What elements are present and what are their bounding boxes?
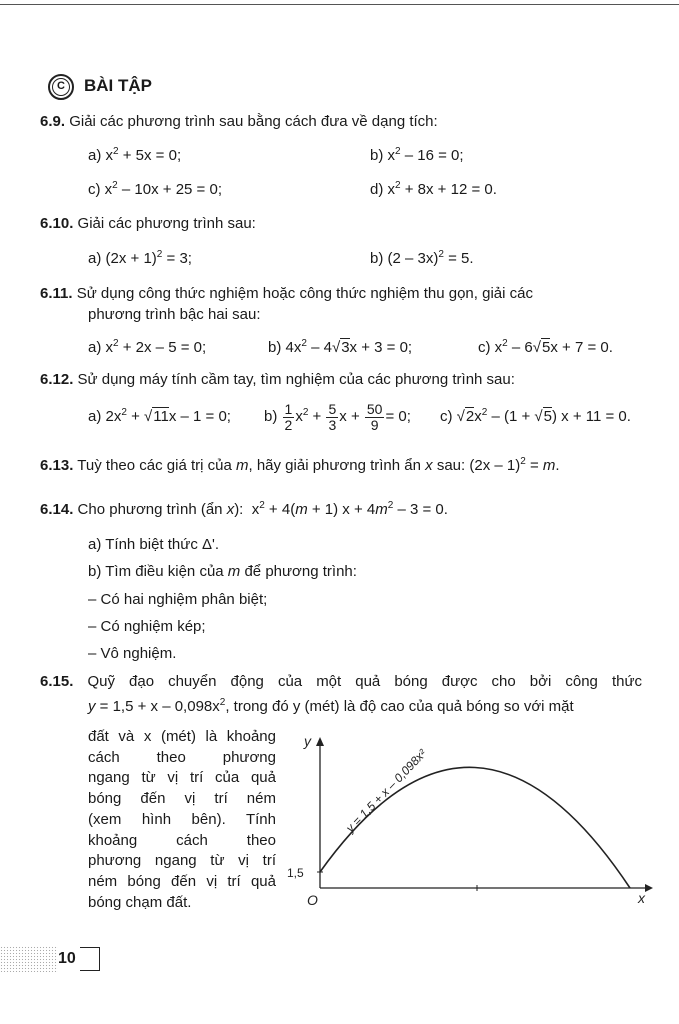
item-label: c) (478, 339, 491, 356)
exercise-6-14-b (88, 563, 357, 580)
para-line: (xem hình bên). Tính (88, 810, 276, 828)
exercise-6-14-dash-2: – Có nghiệm kép; (88, 618, 206, 635)
exercise-6-15-paragraph (88, 727, 276, 913)
var-x: x (226, 501, 235, 518)
exercise-text: Tuỳ theo các giá trị của (77, 457, 232, 474)
item-label: c) (440, 408, 453, 425)
exercise-number: 6.15. (40, 673, 74, 690)
exercise-text: Sử dụng máy tính cầm tay, tìm nghiệm của các phương trình sau: (77, 371, 515, 388)
exercise-text: , hãy giải phương trình ẩn (248, 457, 421, 474)
page-number-box (80, 947, 100, 971)
para-line: đất và x (mét) là khoảng (88, 728, 276, 745)
exercise-6-10-b: b) (2 – 3x)$^2$ = 5. (370, 249, 474, 267)
item-label: b) (370, 250, 384, 267)
item-label: a) (88, 147, 102, 164)
exercise-6-12-a: a) $2x^2 + √11x - 1 = 0$; (88, 407, 231, 425)
item-label: b) (370, 147, 384, 164)
y0-label: 1,5 (287, 866, 304, 880)
exercise-6-15-line2: $y = 1,5 + x - 0,098x^2$, trong đó y (mét) là độ cao của quả bóng so với mặt (88, 697, 574, 715)
exercise-number: 6.14. (40, 501, 74, 518)
y-axis-arrow (316, 737, 324, 746)
exercise-text: Sử dụng công thức nghiệm hoặc công thức nghiệm thu gọn, giải các (76, 285, 533, 302)
trajectory-curve (320, 767, 630, 888)
exercise-6-9-c: c) $x^2 - 10x + 25 = 0$; (88, 180, 222, 198)
page-number: 10 (58, 950, 76, 967)
exercise-6-9 (40, 113, 438, 130)
para-line: khoảng cách theo (88, 831, 276, 849)
exercise-number: 6.10. (40, 215, 74, 232)
exercise-6-14-a: a) Tính biệt thức Δ'. (88, 536, 220, 553)
para-line: bóng chạm đất. (88, 893, 192, 911)
exercise-6-10 (40, 215, 256, 232)
x-axis-label: x (638, 890, 645, 906)
item-label: c) (88, 181, 101, 198)
exercise-6-12 (40, 371, 515, 388)
origin-label: O (307, 892, 318, 908)
exercise-6-11-a: a) $x^2 + 2x - 5 = 0$; (88, 338, 207, 356)
exercise-6-13: 6.13. Tuỳ theo các giá trị của m, hãy giải phương trình ẩn x sau: (2x – 1)$^2$ = m. (40, 456, 560, 474)
var-x: x (425, 457, 433, 474)
exercise-text: ): (234, 501, 244, 518)
c-circle-icon: C (48, 74, 74, 100)
para-line: ném bóng đến vị trí quả (88, 872, 276, 890)
var-m: m (227, 563, 241, 580)
footer-pattern (0, 946, 58, 972)
exercise-text: sau: (436, 457, 466, 474)
exercise-text: Quỹ đạo chuyển động của một quả bóng được cho bởi công thức (87, 673, 642, 690)
exercise-text: để phương trình: (244, 563, 357, 580)
para-line: bóng đến vị trí ném (88, 790, 276, 808)
curve-formula-label: y = 1,5 + x – 0,098x² (343, 746, 430, 836)
exercise-6-9-b: b) $x^2 - 16 = 0$; (370, 146, 464, 164)
item-label: b) (264, 408, 278, 425)
y-axis-label: y (304, 733, 311, 749)
exercise-6-11-c: c) $x^2 - 6√5x + 7 = 0$. (478, 338, 613, 356)
item-label: b) (268, 339, 282, 356)
exercise-6-9-d: d) $x^2 + 8x + 12 = 0$. (370, 180, 497, 198)
section-title: BÀI TẬP (84, 76, 152, 95)
exercise-number: 6.13. (40, 457, 74, 474)
x-axis-arrow (645, 884, 653, 892)
exercise-number: 6.11. (40, 285, 73, 302)
exercise-text: Giải các phương trình sau: (77, 215, 256, 232)
item-label: a) (88, 408, 102, 425)
para-line: cách theo phương (88, 748, 276, 766)
exercise-text: , trong đó y (mét) là độ cao của quả bóng so với mặt (225, 698, 574, 715)
item-label: a) (88, 250, 102, 267)
exercise-6-11-b: b) $4x^2 - 4√3x + 3 = 0$; (268, 338, 413, 356)
item-label: a) (88, 339, 102, 356)
exercise-text: b) Tìm điều kiện của (88, 563, 224, 580)
exercise-6-12-b: b) $\frac{1}{2}$ $x^2$ + $\frac{5}{3}$ x + $\frac{50}{9}$ = 0; (264, 400, 411, 433)
var-m: m (235, 457, 249, 474)
exercise-number: 6.12. (40, 371, 74, 388)
exercise-6-11 (40, 285, 533, 302)
exercise-number: 6.9. (40, 113, 66, 130)
item-label: d) (370, 181, 384, 198)
para-line: phương ngang từ vị trí (88, 852, 276, 870)
exercise-text: Giải các phương trình sau bằng cách đưa về dạng tích: (69, 113, 438, 130)
exercise-text: Cho phương trình (ẩn (77, 501, 223, 518)
top-rule (0, 4, 679, 5)
exercise-6-14-dash-3: – Vô nghiệm. (88, 645, 177, 662)
exercise-6-15 (40, 673, 642, 690)
exercise-6-14-dash-1: – Có hai nghiệm phân biệt; (88, 591, 268, 608)
exercise-6-12-c: c) $√2x^2 - (1 + √5) x + 11 = 0$. (440, 407, 631, 425)
exercise-6-11-line2: phương trình bậc hai sau: (88, 306, 261, 323)
exercise-6-9-a: a) $x^2 + 5x = 0$; (88, 146, 182, 164)
exercise-6-10-a: a) $(2x + 1)^2 = 3$; (88, 249, 192, 267)
para-line: ngang từ vị trí của quả (88, 769, 276, 787)
exercise-6-14: 6.14. Cho phương trình (ẩn x): $x^2 + 4(m + 1) x + 4m^2 - 3 = 0$. (40, 500, 448, 518)
